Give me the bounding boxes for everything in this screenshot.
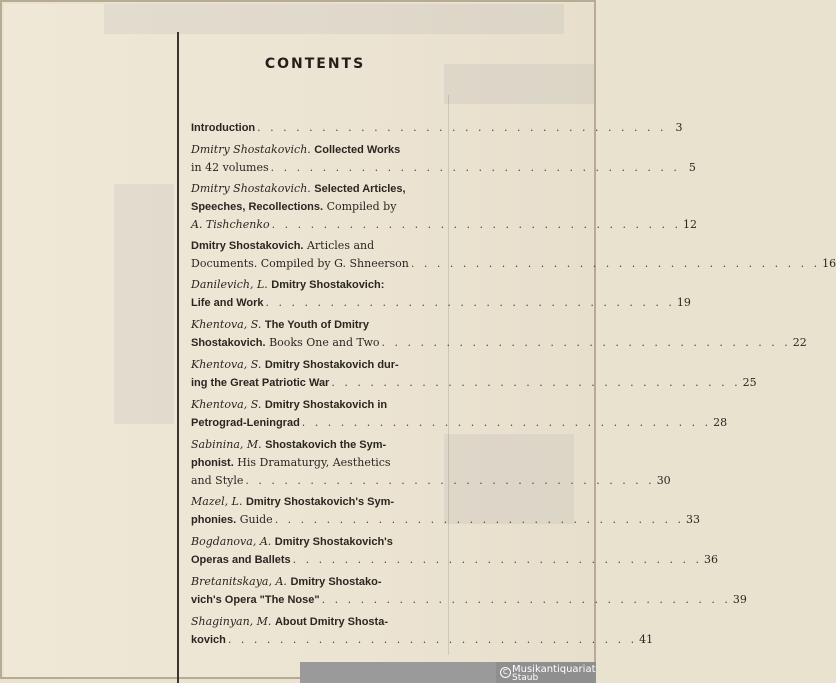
toc-entry-last-line bbox=[191, 414, 728, 432]
entry-author: Dmitry Shostakovich. bbox=[191, 143, 311, 156]
toc-entry-text bbox=[191, 294, 264, 312]
toc-entry-last-line bbox=[191, 511, 700, 529]
toc-entry-last-line bbox=[191, 159, 696, 176]
toc-entry-line bbox=[191, 454, 441, 472]
dot-leader: . . . . . . . . . . . . . . . . . . . . . . . . . . . . . . . . bbox=[270, 161, 680, 174]
toc-entry[interactable] bbox=[191, 316, 807, 352]
entry-text: Compiled by bbox=[326, 200, 397, 213]
entry-title: Dmitry Shostakovich's bbox=[274, 536, 393, 548]
entry-title: Dmitry Shostakovich dur- bbox=[264, 359, 399, 371]
watermark-line-2: Staub bbox=[512, 673, 539, 683]
entry-title: Shostakovich. bbox=[191, 337, 266, 349]
toc-entry-line bbox=[191, 180, 441, 198]
toc-entry-text bbox=[191, 551, 291, 569]
toc-entry-text bbox=[191, 255, 409, 272]
entry-title: Selected Articles, bbox=[314, 183, 406, 195]
toc-entry-line bbox=[191, 573, 441, 591]
entry-text: in 42 volumes bbox=[191, 161, 269, 174]
toc-entry-line bbox=[191, 436, 441, 454]
toc-entry-line bbox=[191, 396, 441, 414]
entry-title: The Youth of Dmitry bbox=[264, 319, 369, 331]
toc-entry[interactable] bbox=[191, 573, 747, 609]
dot-leader: . . . . . . . . . . . . . . . . . . . . . . . . . . . . . . . . bbox=[271, 218, 681, 231]
dot-leader: . . . . . . . . . . . . . . . . . . . . . . . . . . . . . . . . bbox=[301, 416, 712, 429]
dot-leader: . . . . . . . . . . . . . . . . . . . . . . . . . . . . . . . . bbox=[292, 553, 702, 566]
entry-text: Books One and Two bbox=[269, 336, 380, 349]
bleed-through-block bbox=[114, 184, 174, 424]
page-number: 41 bbox=[639, 633, 654, 646]
page-number: 30 bbox=[656, 474, 671, 487]
toc-entry-text bbox=[191, 159, 269, 176]
entry-title: ing the Great Patriotic War bbox=[191, 377, 330, 389]
entry-title: Dmitry Shostakovich. bbox=[191, 240, 304, 252]
toc-entry-text bbox=[191, 414, 300, 432]
entry-author: Sabinina, M. bbox=[191, 438, 262, 451]
entry-author: Khentova, S. bbox=[191, 358, 262, 371]
page-number: 28 bbox=[713, 416, 728, 429]
toc-entry-text bbox=[191, 631, 226, 649]
entry-title: Dmitry Shostako- bbox=[290, 576, 382, 588]
toc-entry-line bbox=[191, 276, 441, 294]
toc-entry-line bbox=[191, 493, 441, 511]
entry-text: Articles and bbox=[306, 239, 375, 252]
toc-entry[interactable] bbox=[191, 237, 836, 272]
entry-title: Collected Works bbox=[314, 144, 401, 156]
entry-title: Life and Work bbox=[191, 297, 264, 309]
watermark bbox=[496, 662, 596, 683]
entry-author: Dmitry Shostakovich. bbox=[191, 182, 311, 195]
dot-leader: . . . . . . . . . . . . . . . . . . . . . . . . . . . . . . . . bbox=[274, 513, 684, 526]
toc-entry[interactable] bbox=[191, 396, 728, 432]
table-of-contents bbox=[191, 119, 836, 653]
page-gutter-line bbox=[177, 32, 179, 683]
entry-title: Dmitry Shostakovich's Sym- bbox=[245, 496, 395, 508]
entry-title: Operas and Ballets bbox=[191, 554, 291, 566]
dot-leader: . . . . . . . . . . . . . . . . . . . . . . . . . . . . . . . . bbox=[410, 257, 821, 270]
toc-entry[interactable] bbox=[191, 276, 691, 312]
copyright-icon: C bbox=[500, 667, 511, 678]
toc-entry-text bbox=[191, 216, 270, 233]
entry-title: phonist. bbox=[191, 457, 234, 469]
page-number: 3 bbox=[675, 121, 683, 134]
toc-entry-last-line bbox=[191, 216, 697, 233]
entry-author: Bogdanova, A. bbox=[191, 535, 272, 548]
dot-leader: . . . . . . . . . . . . . . . . . . . . . . . . . . . . . . . . bbox=[331, 376, 741, 389]
toc-entry[interactable] bbox=[191, 436, 671, 489]
entry-title: phonies. bbox=[191, 514, 237, 526]
entry-title: kovich bbox=[191, 634, 226, 646]
toc-entry-last-line bbox=[191, 631, 654, 649]
toc-entry-line bbox=[191, 356, 441, 374]
contents-heading: CONTENTS bbox=[264, 56, 366, 72]
toc-entry-text bbox=[191, 472, 243, 489]
toc-entry-text bbox=[191, 374, 329, 392]
page-number: 39 bbox=[732, 593, 747, 606]
entry-author: Shaginyan, M. bbox=[191, 615, 272, 628]
entry-text: Documents. Compiled by G. Shneerson bbox=[191, 257, 409, 270]
toc-entry[interactable] bbox=[191, 356, 757, 392]
toc-entry-last-line bbox=[191, 551, 718, 569]
entry-title: Petrograd-Leningrad bbox=[191, 417, 300, 429]
toc-entry-last-line bbox=[191, 294, 691, 312]
entry-author: Mazel, L. bbox=[191, 495, 243, 508]
entry-author: Khentova, S. bbox=[191, 318, 262, 331]
toc-entry-last-line bbox=[191, 334, 807, 352]
toc-entry[interactable] bbox=[191, 141, 696, 176]
entry-author: Bretanitskaya, A. bbox=[191, 575, 287, 588]
page-number: 36 bbox=[703, 553, 718, 566]
dot-leader: . . . . . . . . . . . . . . . . . . . . . . . . . . . . . . . . bbox=[245, 474, 655, 487]
toc-entry-last-line bbox=[191, 591, 747, 609]
toc-entry[interactable] bbox=[191, 493, 700, 529]
bleed-through-band bbox=[104, 4, 564, 34]
page-number: 5 bbox=[688, 161, 696, 174]
toc-entry-line bbox=[191, 533, 441, 551]
entry-text: His Dramaturgy, Aesthetics bbox=[237, 456, 391, 469]
entry-title: Dmitry Shostakovich: bbox=[271, 279, 385, 291]
toc-entry-last-line bbox=[191, 472, 671, 489]
entry-author: A. Tishchenko bbox=[191, 218, 270, 231]
toc-entry-last-line bbox=[191, 374, 757, 392]
page-number: 25 bbox=[742, 376, 757, 389]
entry-text: and Style bbox=[191, 474, 244, 487]
toc-entry-line bbox=[191, 237, 441, 255]
toc-entry[interactable] bbox=[191, 533, 718, 569]
dot-leader: . . . . . . . . . . . . . . . . . . . . . . . . . . . . . . . . bbox=[381, 336, 791, 349]
entry-text: Guide bbox=[239, 513, 273, 526]
page-number: 12 bbox=[682, 218, 697, 231]
toc-entry-text bbox=[191, 511, 273, 529]
entry-author: Danilevich, L. bbox=[191, 278, 268, 291]
entry-title: Introduction bbox=[191, 122, 256, 134]
toc-entry-line bbox=[191, 141, 441, 159]
entry-title: Shostakovich the Sym- bbox=[265, 439, 387, 451]
page-number: 33 bbox=[685, 513, 700, 526]
page-number: 16 bbox=[822, 257, 836, 270]
toc-entry-line bbox=[191, 613, 441, 631]
entry-title: vich's Opera "The Nose" bbox=[191, 594, 320, 606]
toc-entry-line bbox=[191, 316, 441, 334]
page-number: 22 bbox=[792, 336, 807, 349]
toc-entry-text bbox=[191, 591, 320, 609]
bleed-through-block bbox=[444, 64, 594, 104]
dot-leader: . . . . . . . . . . . . . . . . . . . . . . . . . . . . . . . . bbox=[265, 296, 675, 309]
toc-entry-last-line bbox=[191, 119, 683, 137]
toc-entry-last-line bbox=[191, 255, 836, 272]
dot-leader: . . . . . . . . . . . . . . . . . . . . . . . . . . . . . . . . bbox=[321, 593, 731, 606]
entry-title: Speeches, Recollections. bbox=[191, 201, 324, 213]
entry-author: Khentova, S. bbox=[191, 398, 262, 411]
entry-title: Dmitry Shostakovich in bbox=[264, 399, 388, 411]
toc-entry-text bbox=[191, 119, 255, 137]
toc-entry-line bbox=[191, 198, 441, 216]
toc-entry-text bbox=[191, 334, 380, 352]
watermark-line-1: Musikantiquariat bbox=[512, 664, 596, 675]
watermark-strip bbox=[300, 662, 496, 683]
entry-title: About Dmitry Shosta- bbox=[274, 616, 388, 628]
page-number: 19 bbox=[676, 296, 691, 309]
toc-entry[interactable] bbox=[191, 180, 697, 233]
toc-entry[interactable] bbox=[191, 613, 654, 649]
dot-leader: . . . . . . . . . . . . . . . . . . . . . . . . . . . . . . . . bbox=[257, 121, 667, 134]
toc-entry[interactable] bbox=[191, 119, 683, 137]
dot-leader: . . . . . . . . . . . . . . . . . . . . . . . . . . . . . . . . bbox=[227, 633, 638, 646]
